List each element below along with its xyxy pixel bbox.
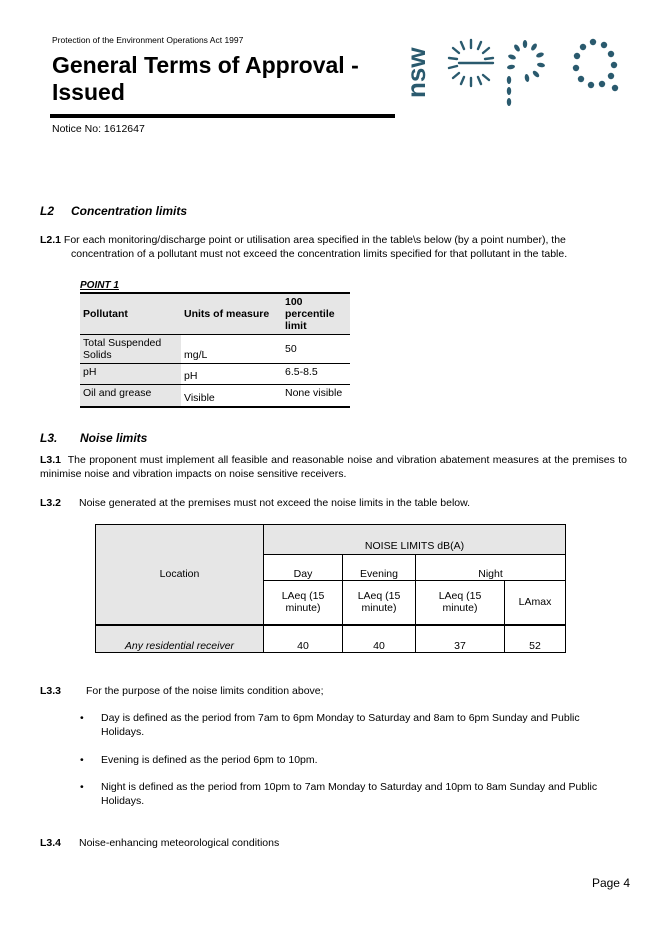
table-cell: 40 (343, 625, 416, 653)
table-header-cell: 100 percentile limit (282, 293, 350, 335)
list-item (80, 711, 621, 739)
table-header-cell: Night (416, 555, 566, 581)
title-line-1: General Terms of Approval - (52, 52, 359, 78)
list-item-text: Night is defined as the period from 10pm to 7am Monday to Saturday and 10pm to 8am Sunday and Public Holidays. (101, 781, 598, 807)
clause-text-line-1: For each monitoring/discharge point or utilisation area specified in the table\s below (by a point number), the (61, 234, 566, 246)
table-cell: 40 (264, 625, 343, 653)
page-number: Page 4 (591, 876, 630, 890)
table-header-cell: Pollutant (80, 293, 181, 335)
clause-text: Noise-enhancing meteorological conditions (79, 837, 280, 849)
title-line-2: Issued (52, 79, 125, 105)
table-header-cell: LAeq (15 minute) (264, 581, 343, 625)
paragraph-l3-2 (40, 496, 630, 510)
table-header-cell: Location (96, 525, 264, 625)
section-l2-heading (40, 204, 187, 218)
section-l3-heading (40, 431, 147, 445)
table-cell: Visible (181, 385, 282, 407)
bullet-icon: • (80, 712, 84, 724)
table-cell: pH (80, 364, 181, 385)
notice-number: Notice No: 1612647 (52, 123, 145, 135)
clause-number: L3.3 (40, 685, 62, 697)
section-number: L3. (40, 431, 58, 445)
table-row (96, 625, 566, 653)
clause-number: L3.1 (40, 454, 62, 466)
table-cell: 37 (416, 625, 505, 653)
point-label: POINT 1 (80, 280, 119, 291)
table-cell: 6.5-8.5 (282, 364, 350, 385)
nsw-epa-logo (403, 28, 633, 123)
section-title: Noise limits (80, 431, 148, 445)
list-item (80, 753, 621, 767)
table-header-row (96, 525, 566, 555)
epa-logo-graphic (403, 28, 633, 123)
paragraph-l3-1 (40, 453, 627, 481)
table-header-cell: LAeq (15 minute) (343, 581, 416, 625)
table-header-cell: LAeq (15 minute) (416, 581, 505, 625)
noise-limits-table (95, 524, 566, 653)
paragraph-l3-3 (40, 684, 630, 698)
clause-text: Noise generated at the premises must not exceed the noise limits in the table below. (79, 497, 471, 509)
concentration-table (80, 292, 350, 408)
table-row (80, 335, 350, 364)
clause-text: For the purpose of the noise limits condition above; (86, 685, 324, 697)
table-header-cell: Evening (343, 555, 416, 581)
bullet-icon: • (80, 754, 84, 766)
table-cell: Any residential receiver (96, 625, 264, 653)
act-title: Protection of the Environment Operations Act 1997 (52, 35, 244, 45)
bullet-icon: • (80, 781, 84, 793)
section-number: L2 (40, 204, 55, 218)
section-title: Concentration limits (71, 204, 188, 218)
list-item (80, 780, 626, 808)
table-header-cell: Day (264, 555, 343, 581)
clause-text-line-2: concentration of a pollutant must not exceed the concentration limits specified for that pollutant in the table. (71, 248, 568, 260)
table-header-cell: Units of measure (181, 293, 282, 335)
table-cell: Total Suspended Solids (80, 335, 181, 364)
paragraph-l3-4 (40, 836, 630, 850)
table-cell: None visible (282, 385, 350, 407)
table-header-row (80, 293, 350, 335)
logo-p-mark (507, 40, 546, 106)
list-item-text: Evening is defined as the period 6pm to 10pm. (101, 754, 318, 766)
logo-nsw-text: nsw (403, 47, 431, 98)
table-header-cell: NOISE LIMITS dB(A) (264, 525, 566, 555)
clause-text: The proponent must implement all feasible and reasonable noise and vibration abatement measures at the premises to minimise noise and vibration impacts on noise sensitive receivers. (40, 454, 627, 480)
clause-number: L2.1 (40, 234, 62, 246)
table-row (80, 385, 350, 407)
table-cell: 52 (505, 625, 566, 653)
table-cell: pH (181, 364, 282, 385)
table-row (80, 364, 350, 385)
title-rule (50, 114, 395, 118)
list-item-text: Day is defined as the period from 7am to 6pm Monday to Saturday and 8am to 6pm Sunday and Public Holidays. (101, 712, 580, 738)
clause-number: L3.4 (40, 837, 62, 849)
table-cell: 50 (282, 335, 350, 364)
table-cell: mg/L (181, 335, 282, 364)
logo-e-mark (449, 40, 493, 86)
page-title (52, 52, 392, 106)
logo-a-mark (573, 39, 618, 91)
paragraph-l2-1 (40, 233, 630, 261)
clause-number: L3.2 (40, 497, 62, 509)
table-header-cell: LAmax (505, 581, 566, 625)
table-cell: Oil and grease (80, 385, 181, 407)
